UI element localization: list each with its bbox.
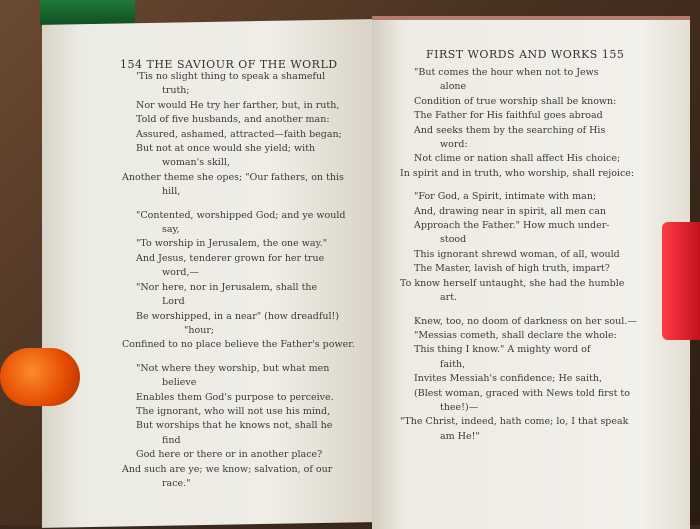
text-line: Enables them God's purpose to perceive. (136, 391, 334, 403)
text-line: Invites Messiah's confidence; He saith, (414, 373, 602, 385)
text-line: And Jesus, tenderer grown for her true (136, 252, 325, 264)
text-line: "Not where they worship, but what men (136, 362, 330, 374)
right-page-number: 155 (601, 48, 625, 61)
text-line: alone (440, 81, 467, 93)
text-line: faith, (440, 358, 466, 370)
left-page-number: 154 (120, 58, 143, 71)
text-line: word,— (162, 267, 199, 279)
text-line: God here or there or in another place? (136, 449, 323, 461)
text-line: am He!" (440, 430, 480, 442)
text-line: (Blest woman, graced with News told first to (414, 387, 630, 399)
text-line: say, (162, 224, 180, 236)
text-line: word: (440, 139, 468, 151)
text-line: The Master, lavish of high truth, impart? (414, 263, 610, 275)
text-line: woman's skill, (162, 157, 230, 169)
text-line: hill, (162, 186, 181, 198)
text-line: This thing I know." A mighty word of (414, 344, 591, 356)
text-line: truth; (162, 85, 190, 97)
text-line (400, 181, 637, 190)
text-line: thee!)— (440, 401, 479, 413)
orange-page-clip (0, 348, 80, 406)
text-line: Lord (162, 296, 185, 308)
text-line: Told of five husbands, and another man: (136, 114, 330, 126)
text-line: But worships that he knows not, shall he (136, 420, 333, 432)
text-line: This ignorant shrewd woman, of all, would (414, 248, 620, 260)
text-line: "To worship in Jerusalem, the one way." (136, 238, 328, 250)
text-line: "Messias cometh, shall declare the whole: (414, 329, 617, 341)
text-line: Be worshipped, in a near" (how dreadful!) (136, 310, 340, 322)
text-line: Confined to no place believe the Father's power. (122, 339, 355, 351)
text-line: Not clime or nation shall affect His choice; (414, 153, 621, 165)
text-line (122, 200, 355, 209)
text-line: "For God, a Spirit, intimate with man; (414, 191, 597, 203)
text-line: And, drawing near in spirit, all men can (414, 205, 606, 217)
text-line (122, 353, 355, 362)
text-line: "The Christ, indeed, hath come; lo, I that speak (400, 416, 629, 428)
text-line: 'Tis no slight thing to speak a shameful (136, 71, 326, 82)
text-line: But not at once would she yield; with (136, 143, 316, 155)
right-page-header (426, 48, 624, 61)
text-line: "Nor here, nor in Jerusalem, shall the (136, 281, 318, 293)
red-page-clip (662, 222, 700, 340)
right-running-head: FIRST WORDS AND WORKS (426, 48, 598, 61)
right-page-text (400, 66, 637, 444)
text-line: Knew, too, no doom of darkness on her soul.— (414, 315, 637, 327)
text-line: Assured, ashamed, attracted—faith began; (136, 128, 342, 140)
text-line: To know herself untaught, she had the humble (400, 277, 625, 289)
text-line (400, 306, 637, 315)
text-line: The Father for His faithful goes abroad (414, 110, 603, 122)
text-line: And such are ye; we know; salvation, of our (122, 463, 333, 475)
text-line: "Contented, worshipped God; and ye would (136, 209, 346, 221)
text-line: Nor would He try her farther, but, in ruth, (136, 99, 340, 111)
text-line: Approach the Father." How much under- (414, 220, 610, 232)
left-running-head: THE SAVIOUR OF THE WORLD (146, 58, 338, 71)
text-line: The ignorant, who will not use his mind, (136, 405, 331, 417)
text-line: believe (162, 377, 197, 389)
text-line: Another theme she opes; "Our fathers, on this (122, 171, 344, 183)
text-line: "But comes the hour when not to Jews (414, 67, 599, 78)
text-line: "hour; (184, 324, 215, 336)
text-line: Condition of true worship shall be known: (414, 95, 617, 107)
text-line: art. (440, 292, 458, 304)
open-book (42, 12, 700, 525)
left-page-text (122, 70, 355, 491)
text-line: race." (162, 477, 191, 489)
text-line: And seeks them by the searching of His (414, 124, 606, 136)
text-line: In spirit and in truth, who worship, shall rejoice: (400, 167, 635, 179)
text-line: stood (440, 234, 467, 246)
text-line: find (162, 434, 181, 446)
